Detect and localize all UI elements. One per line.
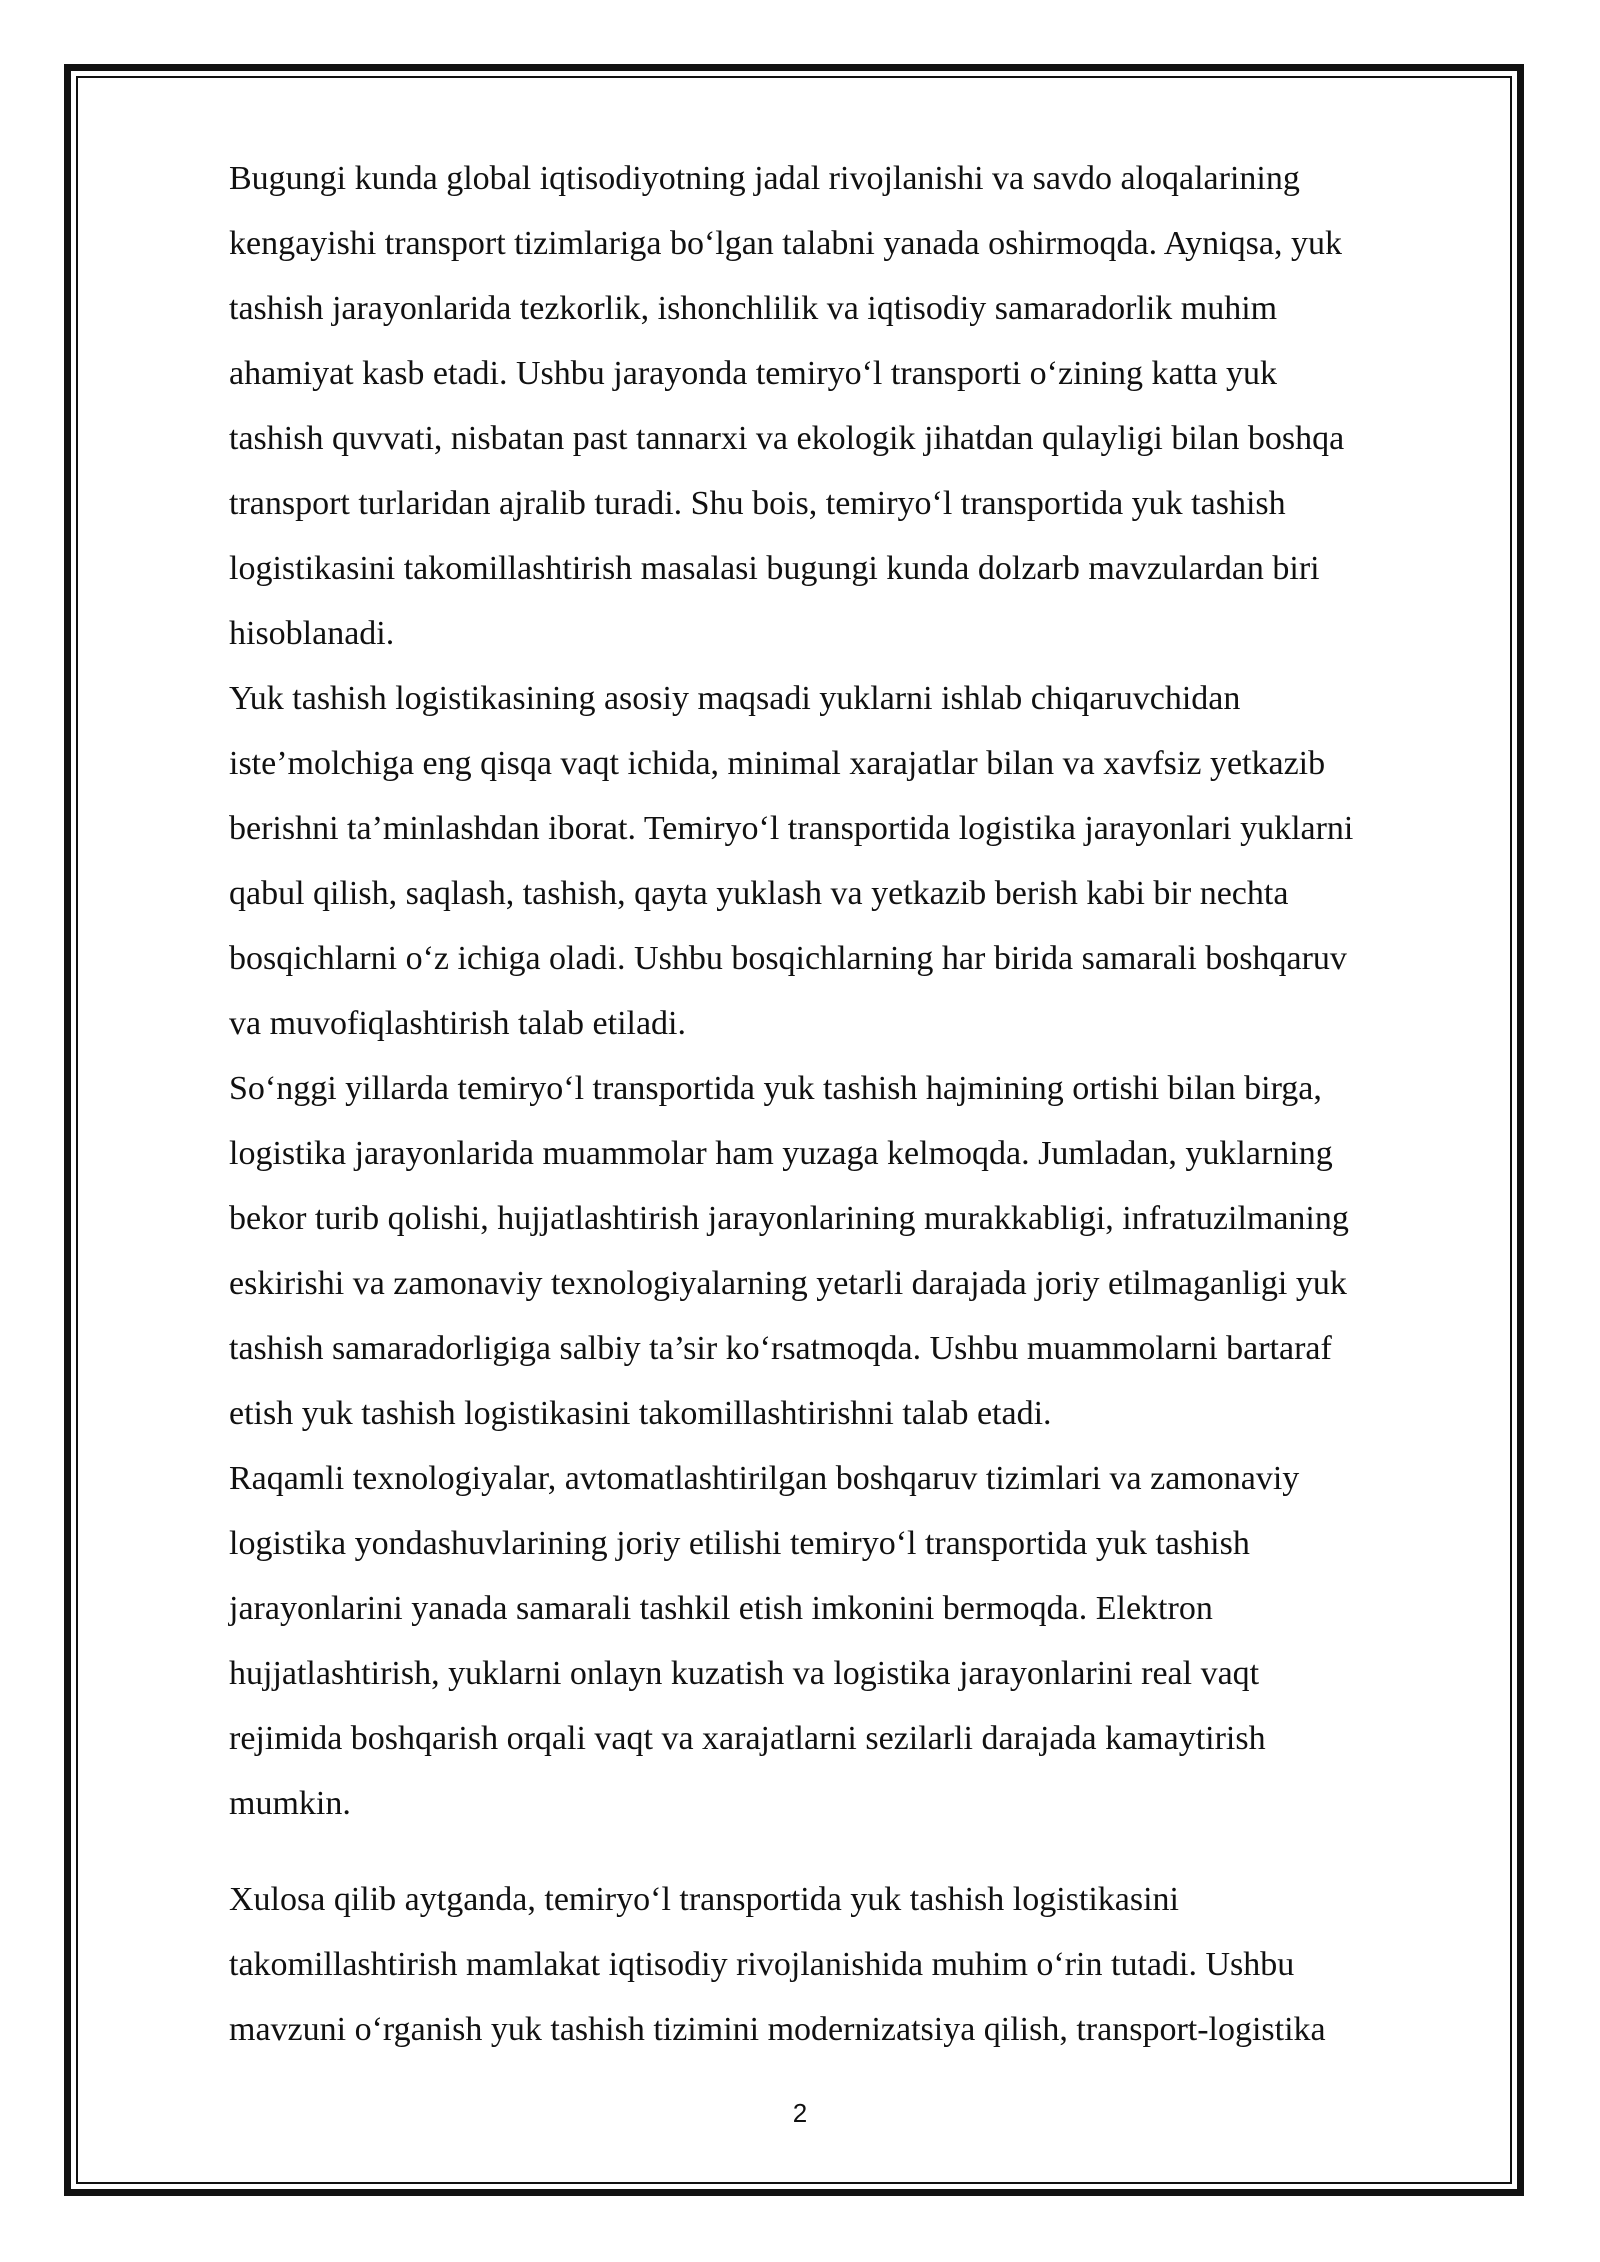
text-line: tashish jarayonlarida tezkorlik, ishonchlilik va iqtisodiy samaradorlik muhim: [229, 290, 1278, 327]
text-line: Bugungi kunda global iqtisodiyotning jadal rivojlanishi va savdo aloqalarining: [229, 160, 1300, 197]
text-line: iste’molchiga eng qisqa vaqt ichida, minimal xarajatlar bilan va xavfsiz yetkazib: [229, 745, 1326, 782]
text-line: tashish samaradorligiga salbiy ta’sir ko‘rsatmoqda. Ushbu muammolarni bartaraf: [229, 1330, 1332, 1367]
paragraph-4: [229, 1446, 1491, 1836]
text-line: hisoblanadi.: [229, 615, 395, 652]
text-line: tashish quvvati, nisbatan past tannarxi va ekologik jihatdan qulayligi bilan boshqa: [229, 420, 1345, 457]
paragraph-spacing: [229, 1836, 1491, 1867]
text-line: mumkin.: [229, 1785, 351, 1822]
text-line: va muvofiqlashtirish talab etiladi.: [229, 1005, 687, 1042]
text-line: logistikasini takomillashtirish masalasi bugungi kunda dolzarb mavzulardan biri: [229, 550, 1320, 587]
paragraph-2: [229, 666, 1491, 1056]
text-line: berishni ta’minlashdan iborat. Temiryo‘l transportida logistika jarayonlari yuklarni: [229, 810, 1354, 847]
text-line: bosqichlarni o‘z ichiga oladi. Ushbu bosqichlarning har birida samarali boshqaruv: [229, 940, 1347, 977]
text-line: Yuk tashish logistikasining asosiy maqsadi yuklarni ishlab chiqaruvchidan: [229, 680, 1241, 717]
text-line: kengayishi transport tizimlariga bo‘lgan talabni yanada oshirmoqda. Ayniqsa, yuk: [229, 225, 1342, 262]
text-line: Xulosa qilib aytganda, temiryo‘l transportida yuk tashish logistikasini: [229, 1881, 1179, 1918]
text-line: logistika yondashuvlarining joriy etilishi temiryo‘l transportida yuk tashish: [229, 1525, 1250, 1562]
text-line: bekor turib qolishi, hujjatlashtirish jarayonlarining murakkabligi, infratuzilmaning: [229, 1200, 1349, 1237]
text-line: mavzuni o‘rganish yuk tashish tizimini modernizatsiya qilish, transport-logistika: [229, 2011, 1326, 2048]
paragraph-3: [229, 1056, 1491, 1446]
text-line: eskirishi va zamonaviy texnologiyalarning yetarli darajada joriy etilmaganligi yuk: [229, 1265, 1347, 1302]
text-line: etish yuk tashish logistikasini takomillashtirishni talab etadi.: [229, 1395, 1052, 1432]
text-line: logistika jarayonlarida muammolar ham yuzaga kelmoqda. Jumladan, yuklarning: [229, 1135, 1333, 1172]
text-line: transport turlaridan ajralib turadi. Shu bois, temiryo‘l transportida yuk tashish: [229, 485, 1286, 522]
text-line: So‘nggi yillarda temiryo‘l transportida yuk tashish hajmining ortishi bilan birga,: [229, 1070, 1322, 1107]
paragraph-5: [229, 1867, 1491, 2062]
text-line: ahamiyat kasb etadi. Ushbu jarayonda temiryo‘l transporti o‘zining katta yuk: [229, 355, 1278, 392]
text-line: hujjatlashtirish, yuklarni onlayn kuzatish va logistika jarayonlarini real vaqt: [229, 1655, 1260, 1692]
text-line: takomillashtirish mamlakat iqtisodiy rivojlanishida muhim o‘rin tutadi. Ushbu: [229, 1946, 1295, 1983]
paragraph-1: [229, 146, 1491, 666]
text-line: jarayonlarini yanada samarali tashkil etish imkonini bermoqda. Elektron: [229, 1590, 1213, 1627]
text-line: rejimida boshqarish orqali vaqt va xarajatlarni sezilarli darajada kamaytirish: [229, 1720, 1266, 1757]
body-text: [229, 146, 1491, 2062]
text-line: Raqamli texnologiyalar, avtomatlashtirilgan boshqaruv tizimlari va zamonaviy: [229, 1460, 1300, 1497]
text-line: qabul qilish, saqlash, tashish, qayta yuklash va yetkazib berish kabi bir nechta: [229, 875, 1289, 912]
page-number: 2: [792, 2098, 808, 2128]
